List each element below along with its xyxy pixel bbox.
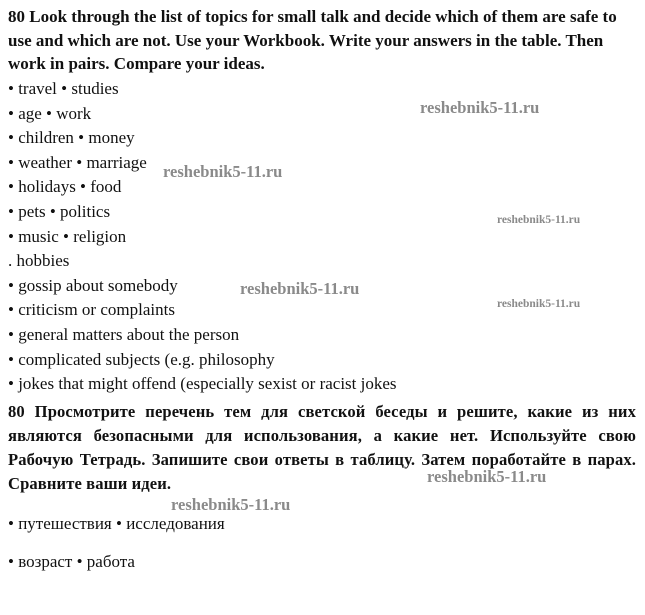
topic-item: • music • religion [8, 226, 127, 246]
topic-item: • weather • marriage [8, 152, 147, 172]
topics-list-en [8, 77, 397, 397]
topic-item-ru: • возраст • работа [8, 552, 135, 571]
watermark: reshebnik5-11.ru [427, 467, 547, 486]
topic-item-ru: • путешествия • исследования [8, 514, 225, 533]
watermark: reshebnik5-11.ru [497, 214, 581, 226]
watermark: reshebnik5-11.ru [497, 298, 581, 310]
task-instructions-ru: 80 Просмотрите перечень тем для светской беседы и решите, какие из них являются безопасными для использования, а какие нет. Используйте свою Рабочую Тетрадь. Запишите свои ответы в таблицу. Затем поработайте в парах. Сравните ваши идеи. [8, 402, 636, 493]
topic-item: • pets • politics [8, 201, 111, 221]
topic-item: . hobbies [8, 251, 70, 271]
topic-item: • general matters about the person [8, 324, 240, 344]
watermark: reshebnik5-11.ru [163, 162, 283, 181]
topics-list-ru [8, 512, 225, 574]
topic-item: • gossip about somebody [8, 275, 178, 295]
watermark: reshebnik5-11.ru [420, 98, 540, 117]
topic-item: • age • work [8, 103, 92, 123]
topic-item: • holidays • food [8, 177, 122, 197]
task-instructions-en: 80 Look through the list of topics for small talk and decide which of them are safe to use and which are not. Use your Workbook. Write your answers in the table. Then work in pairs. Compare your ideas. [8, 7, 617, 73]
watermark: reshebnik5-11.ru [171, 495, 291, 514]
watermark: reshebnik5-11.ru [240, 279, 360, 298]
topic-item: • criticism or complaints [8, 300, 175, 320]
topic-item: • complicated subjects (e.g. philosophy [8, 349, 275, 369]
topic-item: • jokes that might offend (especially sexist or racist jokes [8, 374, 397, 394]
topic-item: • children • money [8, 128, 135, 148]
topic-item: • travel • studies [8, 79, 119, 98]
